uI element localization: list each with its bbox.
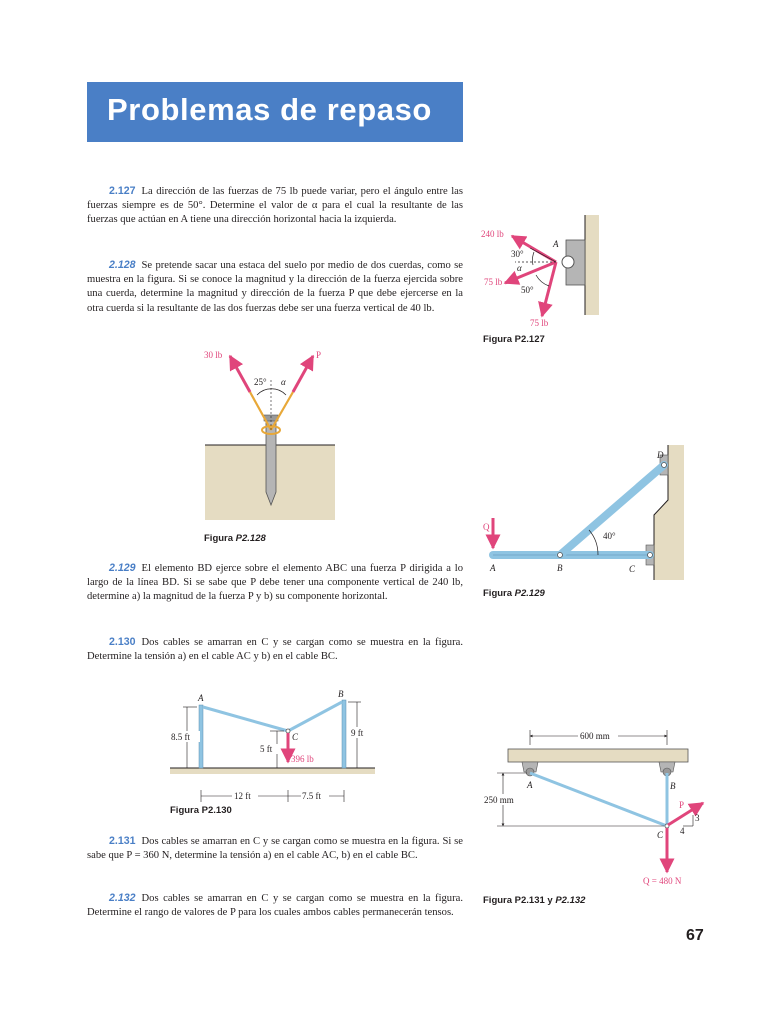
problem-number: 2.132 [109, 892, 136, 904]
force-75a-arrow [505, 262, 556, 283]
label-600mm: 600 mm [580, 731, 610, 741]
label-40deg: 40° [603, 531, 616, 541]
label-b: B [670, 781, 676, 791]
figure-p2-130 [165, 688, 380, 806]
label-a: A [490, 563, 496, 573]
pin [562, 256, 574, 268]
post-b [342, 700, 346, 768]
problem-2-131 [87, 834, 463, 863]
label-b: B [557, 563, 563, 573]
label-slope-4: 4 [680, 826, 685, 836]
problem-text: La dirección de las fuerzas de 75 lb puede variar, pero el ángulo entre las fuerzas siempre es de 50°. Determine el valor de α para el cual la resultante de las fuerzas que actúan en A tiene una dirección horizontal hacia la izquierda. [87, 186, 463, 226]
label-alpha: α [517, 263, 522, 273]
problem-number: 2.131 [109, 835, 136, 847]
figure-caption-p2-129: Figura P2.129 [483, 588, 545, 599]
label-8-5ft: 8.5 ft [171, 732, 190, 742]
label-250mm: 250 mm [484, 795, 514, 805]
label-5ft: 5 ft [260, 744, 273, 754]
problem-2-128 [87, 258, 463, 316]
figure-p2-127 [478, 210, 608, 335]
figure-p2-131 [478, 724, 708, 890]
label-240lb: 240 lb [481, 229, 504, 239]
figure-p2-129 [478, 440, 688, 585]
label-q-480n: Q = 480 N [643, 876, 682, 886]
problem-number: 2.127 [109, 185, 136, 197]
label-25deg: 25° [254, 377, 267, 387]
member-bd [560, 465, 664, 555]
problem-text: Dos cables se amarran en C y se cargan como se muestra en la figura. Si se sabe que P = 360 N, determine la tensión a) en el cable AC, b) en el cable BC. [87, 836, 463, 862]
problem-2-129 [87, 561, 463, 605]
label-a: A [527, 780, 533, 790]
cable-ac [530, 773, 667, 826]
figure-caption-p2-131: Figura P2.131 y P2.132 [483, 895, 586, 906]
label-50deg: 50° [521, 285, 534, 295]
force-75b-arrow [542, 262, 556, 316]
label-d: D [657, 450, 664, 460]
label-c: C [657, 830, 664, 840]
problem-2-130 [87, 635, 463, 664]
label-p: P [679, 800, 685, 810]
ceiling-beam [508, 749, 688, 762]
label-b: B [338, 689, 344, 699]
label-a: A [553, 239, 559, 249]
label-12ft: 12 ft [234, 791, 251, 801]
problem-number: 2.129 [109, 562, 136, 574]
figure-caption-p2-128: Figura P2.128 [204, 533, 266, 544]
problem-text: Se pretende sacar una estaca del suelo por medio de dos cuerdas, como se muestra en la figura. Si se conoce la magnitud y la dirección de la fuerza ejercida sobre una cuerda, determine la magnitud y dirección de la fuerza P que debe ejercerse en la otra cuerda si la resultante de las dos fuerzas debe ser una fuerza vertical de 40 lb. [87, 260, 463, 314]
problem-text: Dos cables se amarran en C y se cargan como se muestra en la figura. Determine la tensión a) en el cable AC y b) en el cable BC. [87, 637, 463, 663]
label-396lb: 396 lb [291, 754, 314, 764]
label-c: C [292, 732, 299, 742]
label-q: Q [483, 522, 490, 532]
problem-text: Dos cables se amarran en C y se cargan como se muestra en la figura. Determine el rango de valores de P para los cuales ambos cables permanecerán tensos. [87, 893, 463, 919]
section-banner [87, 82, 463, 142]
label-75lb-a: 75 lb [484, 277, 503, 287]
page-number: 67 [686, 927, 704, 944]
problem-text: El elemento BD ejerce sobre el elemento ABC una fuerza P dirigida a lo largo de la línea BD. Si se sabe que P debe tener una componente vertical de 240 lb, determine a) la magnitud de la fuerza P y b) su componente horizontal. [87, 563, 463, 603]
label-p: P [316, 350, 322, 360]
figure-caption-p2-127: Figura P2.127 [483, 334, 545, 345]
label-9ft: 9 ft [351, 728, 364, 738]
label-slope-3: 3 [695, 813, 700, 823]
label-30deg: 30° [511, 249, 524, 259]
ground [170, 768, 375, 774]
cable-ac [203, 707, 288, 731]
label-7-5ft: 7.5 ft [302, 791, 321, 801]
figure-p2-128 [200, 345, 340, 525]
figure-caption-p2-130: Figura P2.130 [170, 805, 232, 816]
force-30lb-arrow [230, 356, 250, 392]
problem-number: 2.130 [109, 636, 136, 648]
wall [585, 215, 599, 315]
label-c: C [629, 564, 636, 574]
label-a: A [198, 693, 204, 703]
rope-right [271, 392, 293, 430]
problem-number: 2.128 [109, 259, 136, 271]
cable-bc [288, 702, 342, 731]
problem-2-132 [87, 891, 463, 920]
rope-left [250, 392, 271, 430]
problem-2-127 [87, 184, 463, 228]
force-p-arrow [293, 356, 313, 392]
section-title: Problemas de repaso [107, 92, 432, 127]
label-75lb-b: 75 lb [530, 318, 549, 328]
label-alpha: α [281, 377, 286, 387]
label-30lb: 30 lb [204, 350, 223, 360]
